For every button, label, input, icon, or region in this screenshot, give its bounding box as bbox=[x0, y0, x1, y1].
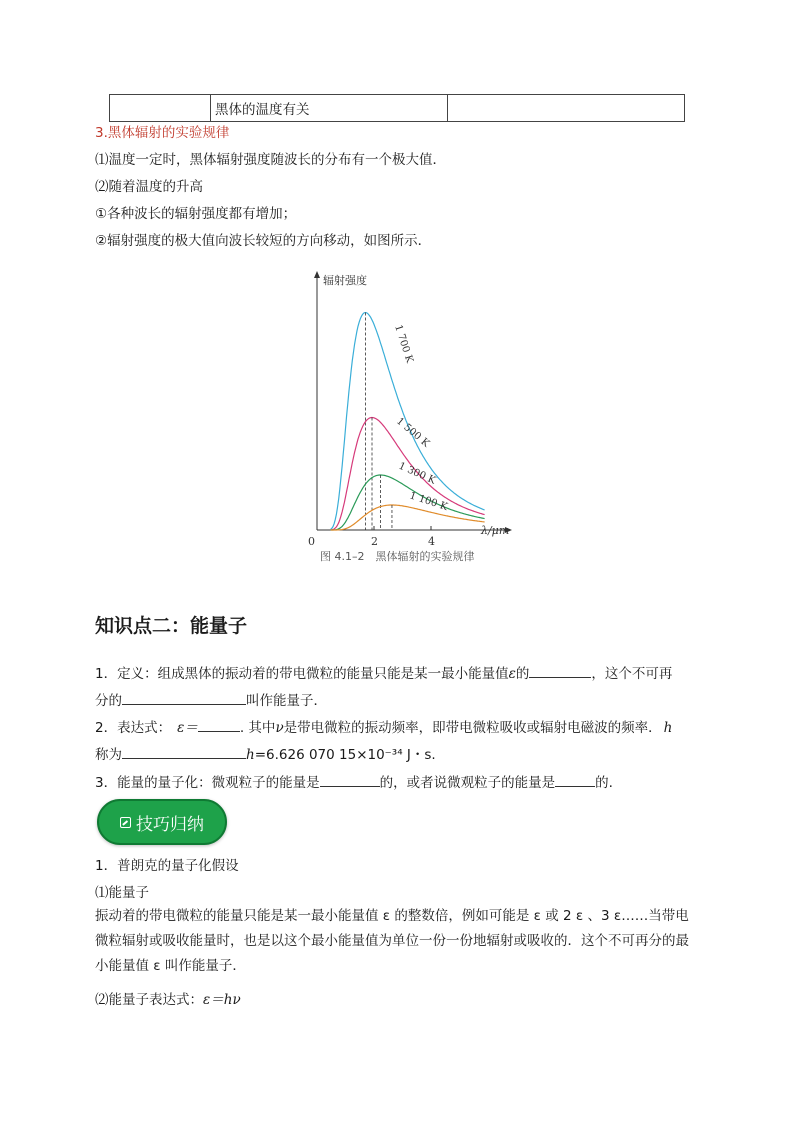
planck-value: =6.626 070 15×10⁻³⁴ J・s. bbox=[254, 747, 436, 763]
definition-line bbox=[95, 663, 672, 683]
text: ，这个不可再 bbox=[591, 666, 673, 682]
list-item: 1．普朗克的量子化假设 bbox=[95, 858, 239, 874]
text: 是带电微粒的振动频率，即带电微粒吸收或辐射电磁波的频率． bbox=[283, 720, 662, 736]
section-heading: 知识点二：能量子 bbox=[95, 615, 248, 637]
series-label: 1 300 K bbox=[396, 460, 438, 487]
list-item: ⑴温度一定时，黑体辐射强度随波长的分布有一个极大值． bbox=[95, 152, 446, 168]
list-item: ⑴能量子 bbox=[95, 885, 149, 901]
x-tick-label: 2 bbox=[371, 535, 378, 548]
expression-line bbox=[95, 744, 436, 764]
text: 分的 bbox=[95, 693, 122, 709]
series-label: 1 100 K bbox=[408, 490, 449, 513]
h-symbol: h bbox=[246, 747, 255, 763]
section-title: 3.黑体辐射的实验规律 bbox=[95, 125, 230, 141]
text: 的，或者说微观粒子的能量是 bbox=[379, 775, 556, 791]
list-item: ②辐射强度的极大值向波长较短的方向移动，如图所示． bbox=[95, 233, 432, 249]
text: . 其中 bbox=[239, 720, 276, 736]
x-tick-label: 4 bbox=[428, 535, 435, 548]
skills-badge bbox=[97, 799, 227, 845]
formula-line bbox=[95, 991, 241, 1009]
table-cell-empty bbox=[110, 95, 211, 122]
text: 叫作能量子． bbox=[246, 693, 327, 709]
fill-blank bbox=[122, 744, 246, 759]
list-item: ⑵随着温度的升高 bbox=[95, 179, 203, 195]
series-curve bbox=[331, 475, 485, 530]
h-symbol: h bbox=[663, 720, 673, 736]
text: 3．能量的量子化：微观粒子的能量是 bbox=[95, 775, 320, 791]
series-curve bbox=[331, 505, 485, 530]
nu-symbol: ν bbox=[275, 720, 284, 736]
table-cell-text: 黑体的温度有关 bbox=[211, 95, 448, 122]
expression-line bbox=[95, 717, 672, 737]
text: 称为 bbox=[95, 747, 122, 763]
text: 的 bbox=[515, 666, 530, 682]
epsilon-formula: ε＝ bbox=[177, 720, 198, 736]
series-label: 1 700 K bbox=[392, 323, 415, 365]
list-item: ①各种波长的辐射强度都有增加； bbox=[95, 206, 297, 222]
text: 的. bbox=[595, 775, 613, 791]
table-row bbox=[110, 95, 685, 122]
x-axis-label: λ/μm bbox=[481, 524, 510, 537]
series-label: 1 500 K bbox=[394, 415, 432, 450]
fill-blank bbox=[529, 663, 591, 678]
text: 2．表达式： bbox=[95, 720, 172, 736]
epsilon-symbol: ε bbox=[508, 666, 516, 682]
definition-line bbox=[95, 690, 327, 710]
fill-blank bbox=[198, 717, 240, 732]
chart-caption: 图 4.1–2 黑体辐射的实验规律 bbox=[320, 550, 475, 563]
formula: ε＝hν bbox=[203, 992, 241, 1008]
fill-blank bbox=[555, 772, 595, 787]
badge-label: 技巧归纳 bbox=[136, 814, 204, 835]
fill-blank bbox=[122, 690, 246, 705]
table-cell-empty bbox=[448, 95, 685, 122]
chart-icon bbox=[120, 817, 131, 828]
top-table bbox=[109, 94, 685, 122]
text: 1．定义：组成黑体的振动着的带电微粒的能量只能是某一最小能量值 bbox=[95, 666, 509, 682]
text: ⑵能量子表达式： bbox=[95, 992, 203, 1008]
fill-blank bbox=[320, 772, 380, 787]
y-axis-label: 辐射强度 bbox=[323, 274, 367, 287]
y-axis-arrow bbox=[314, 271, 320, 278]
x-tick-label: 0 bbox=[308, 535, 315, 548]
quantization-line bbox=[95, 772, 613, 792]
blackbody-chart bbox=[300, 266, 520, 571]
paragraph: 振动着的带电微粒的能量只能是某一最小能量值 ε 的整数倍，例如可能是 ε 或 2 ε 、3 ε……当带电微粒辐射或吸收能量时，也是以这个最小能量值为单位一份一份地辐射或吸收的．这个不可再分的最小能量值 ε 叫作能量子． bbox=[95, 908, 689, 974]
